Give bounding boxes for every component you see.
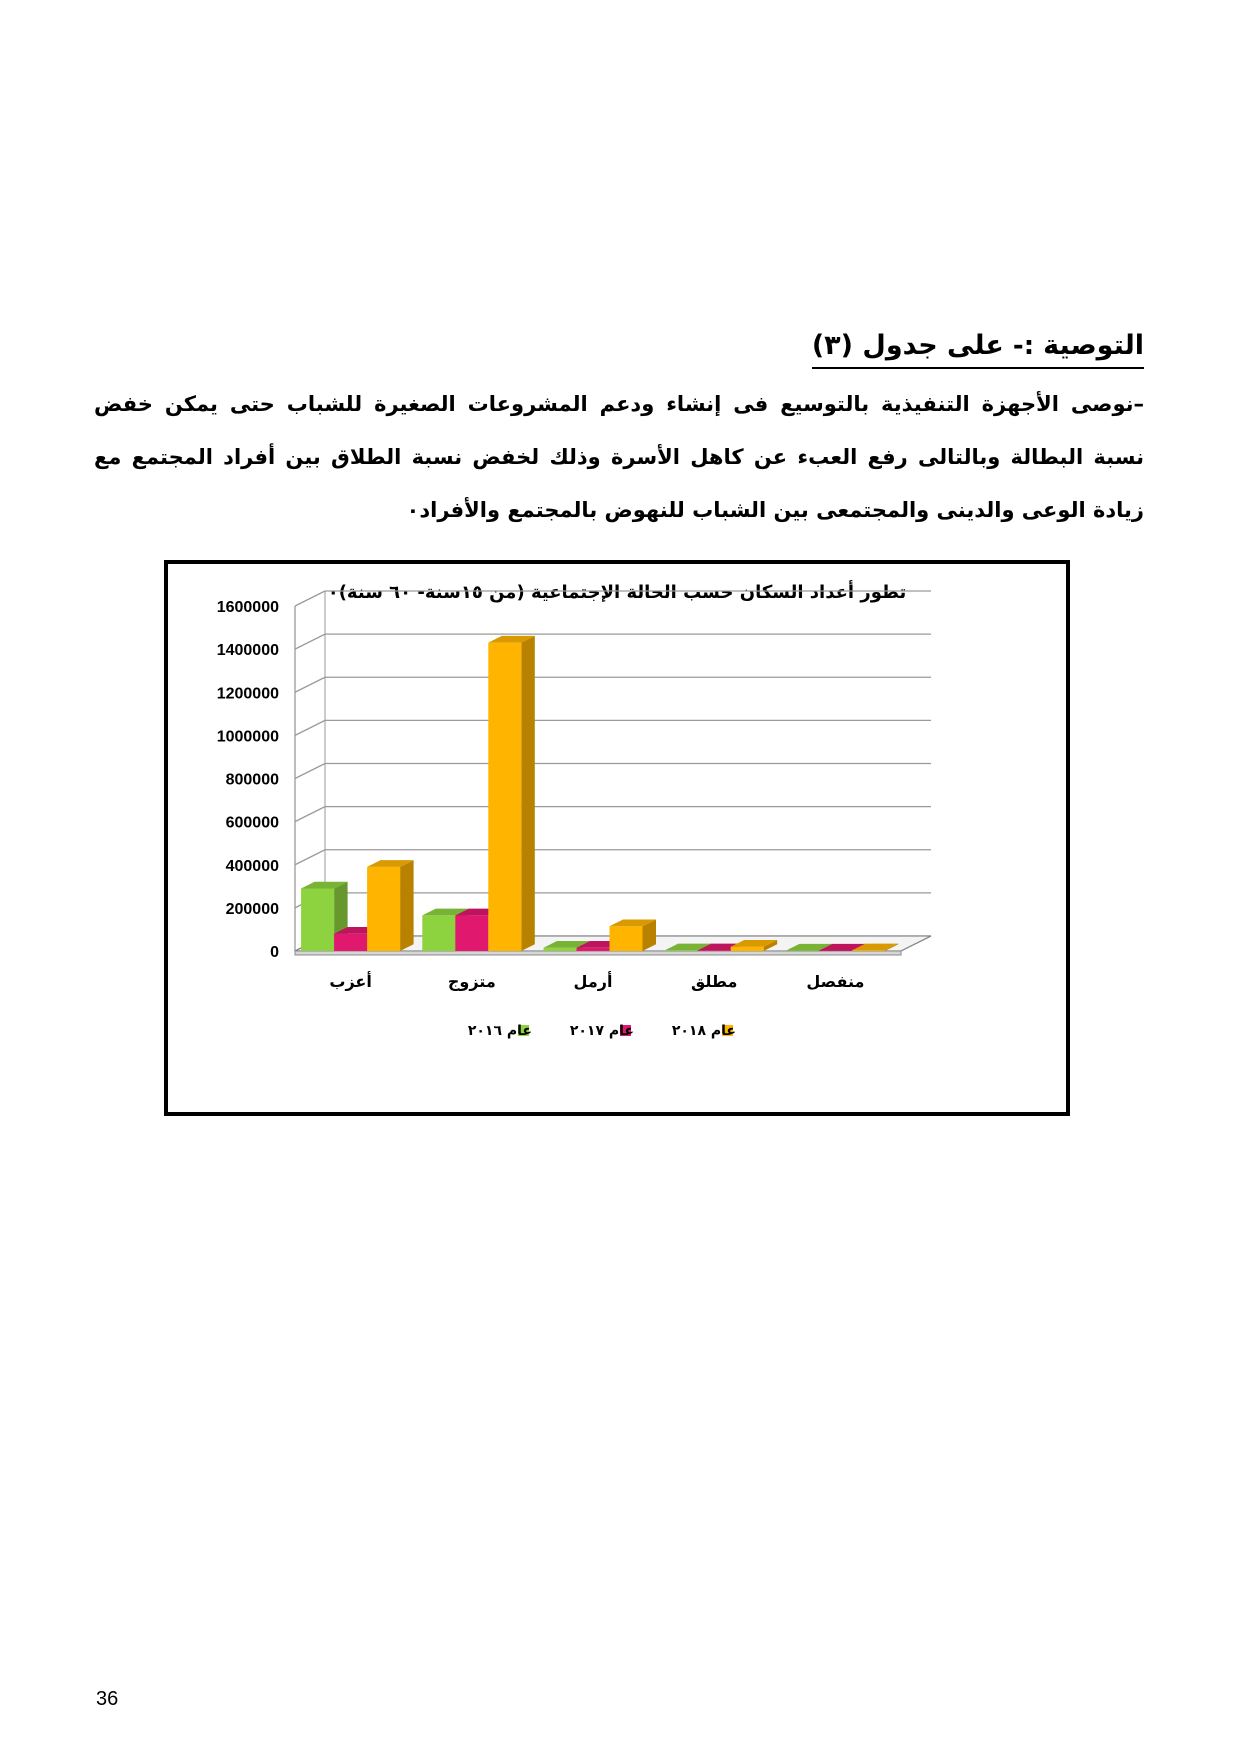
bar — [488, 636, 535, 951]
plot-area — [217, 591, 931, 991]
bar-front — [698, 950, 731, 951]
bar-front — [301, 888, 334, 951]
heading-reference: على جدول (٣) — [811, 330, 1004, 361]
gridline-side — [295, 634, 325, 649]
gridline-side — [295, 720, 325, 735]
bar-front — [577, 948, 610, 951]
x-category-label: أعزب — [329, 972, 372, 991]
page-number: 36 — [96, 1688, 119, 1710]
bar-side — [400, 860, 414, 951]
bar-chart — [168, 564, 1066, 1112]
y-tick-label: 0 — [270, 944, 279, 961]
heading-separator: :- — [1012, 331, 1035, 361]
recommendation-heading — [812, 330, 1144, 369]
bar-front — [731, 947, 764, 951]
x-category-label: متزوج — [447, 972, 496, 991]
bar-front — [455, 915, 488, 951]
bar-front — [367, 867, 400, 951]
gridline-side — [295, 850, 325, 865]
y-tick-label: 1600000 — [216, 599, 279, 616]
legend-label: عام ٢٠١٨ — [671, 1023, 736, 1039]
bar-front — [422, 915, 455, 951]
legend-label: عام ٢٠١٧ — [569, 1023, 634, 1039]
gridline-side — [295, 764, 325, 779]
chart-floor-edge — [295, 951, 901, 955]
bar — [367, 860, 414, 951]
x-category-label: مطلق — [690, 972, 738, 991]
y-tick-label: 1000000 — [216, 728, 279, 746]
chart-frame — [164, 560, 1070, 1116]
y-tick-label: 600000 — [225, 814, 279, 832]
heading-label: التوصية — [1043, 330, 1144, 361]
bar-front — [544, 948, 577, 951]
legend-label: عام ٢٠١٦ — [467, 1023, 532, 1039]
y-tick-label: 800000 — [225, 771, 279, 789]
bar-front — [852, 950, 885, 951]
x-category-label: أرمل — [573, 972, 613, 991]
gridline-side — [295, 677, 325, 692]
bar-side — [521, 636, 535, 951]
chart-legend — [468, 1023, 736, 1039]
bar-front — [665, 950, 698, 951]
y-tick-label: 1400000 — [216, 642, 279, 660]
chart-title: تطور أعداد السكان حسب الحالة الإجتماعية (من ١٥سنة- ٦٠ سنة)٠ — [327, 582, 907, 603]
bar — [610, 919, 657, 951]
bar-front — [488, 643, 521, 951]
bar-front — [334, 934, 367, 951]
y-tick-label: 400000 — [225, 857, 279, 875]
recommendation-paragraph: –نوصى الأجهزة التنفيذية بالتوسيع فى إنشاء ودعم المشروعات الصغيرة للشباب حتى يمكن خفض نسبة البطالة وبالتالى رفع العبء عن كاهل الأسرة وذلك لخفض نسبة الطلاق بين أفراد المجتمع مع زيادة الوعى والدينى والمجتمعى بين الشباب للنهوض بالمجتمع والأفراد٠ — [94, 392, 1144, 522]
gridline-side — [295, 807, 325, 822]
y-tick-label: 200000 — [225, 900, 279, 918]
x-category-label: منفصل — [806, 972, 865, 991]
bar-front — [610, 926, 643, 951]
gridline-side — [295, 591, 325, 606]
y-tick-label: 1200000 — [216, 685, 279, 703]
